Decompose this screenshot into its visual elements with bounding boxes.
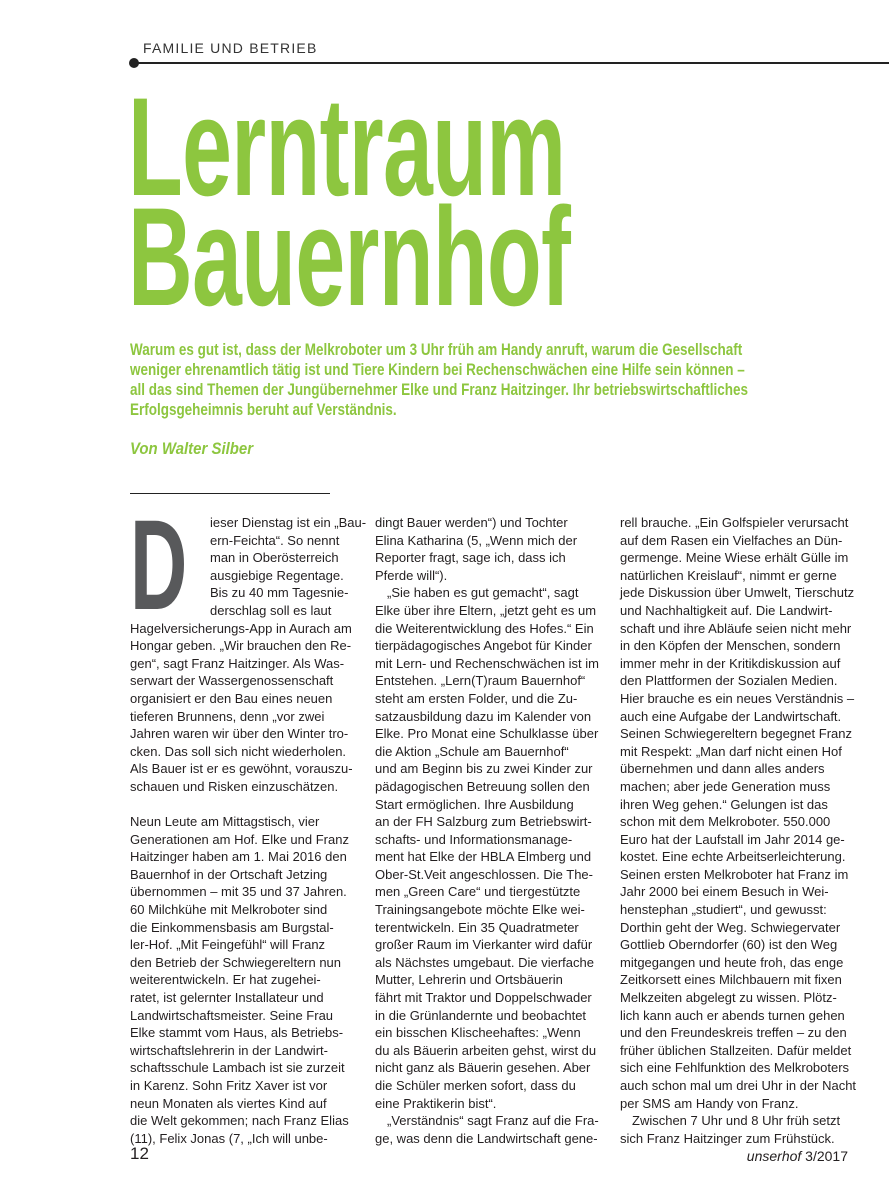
text-line: neun Monaten als viertes Kind auf — [130, 1095, 327, 1111]
text-line: Neun Leute am Mittagstisch, vier — [130, 814, 320, 830]
text-line: du als Bäuerin arbeiten gehst, wirst du — [375, 1042, 597, 1058]
text-line: übernommen – mit 35 und 37 Jahren. — [130, 884, 347, 900]
text-line: auch eine Aufgabe der Landwirtschaft. — [620, 708, 842, 724]
text-line: „Verständnis“ sagt Franz auf die Fra- — [387, 1113, 599, 1129]
text-line: mit Lern- und Rechenschwächen ist im — [375, 655, 599, 671]
text-line: tierpädagogisches Angebot für Kinder — [375, 638, 592, 654]
text-line: kostet. Eine echte Arbeitserleichterung. — [620, 849, 846, 865]
text-line: Jahr 2000 bei einem Besuch in Wei- — [620, 884, 829, 900]
text-line: mitgegangen und heute froh, das enge — [620, 954, 844, 970]
divider — [130, 493, 330, 494]
text-line: ratet, ist gelernter Installateur und — [130, 990, 324, 1006]
text-line: übernehmen und dann alles anders — [620, 761, 825, 777]
lead-line: Warum es gut ist, dass der Melkroboter um 3 Uhr früh am Handy anruft, warum die Gesellschaft — [130, 341, 743, 359]
paragraph — [620, 1112, 856, 1147]
text-line: Dorthin geht der Weg. Schwiegervater — [620, 919, 841, 935]
text-line: per SMS am Handy von Franz. — [620, 1095, 799, 1111]
text-line: man in Oberösterreich — [210, 550, 339, 566]
paragraph — [375, 1112, 611, 1147]
text-line: serwart der Wassergenossenschaft — [130, 673, 334, 689]
text-line: als Nächstes umgebaut. Die vierfache — [375, 954, 594, 970]
magazine-name: unserhof — [746, 1148, 802, 1164]
text-line: cken. Das soll sich nicht wiederholen. — [130, 743, 347, 759]
text-line: ern-Feichta“. So nennt — [210, 532, 340, 548]
text-line: Euro hat der Laufstall im Jahr 2014 ge- — [620, 831, 845, 847]
text-line: lich kann auch er abends turnen gehen — [620, 1007, 845, 1023]
text-line: Reporter fragt, sage ich, dass ich — [375, 550, 566, 566]
text-line: in die Grünlandernte und beobachtet — [375, 1007, 587, 1023]
text-line: Haitzinger haben am 1. Mai 2016 den — [130, 849, 347, 865]
text-line: steht am ersten Folder, und die Zu- — [375, 690, 578, 706]
text-line: Gottlieb Oberndorfer (60) ist den Weg — [620, 937, 838, 953]
text-line: Trainingsangebote möchte Elke wei- — [375, 902, 585, 918]
text-line: Melkzeiten abgelegt zu wissen. Plötz- — [620, 990, 837, 1006]
text-line: Zeitkorsett eines Milchbauern mit fixen — [620, 972, 842, 988]
text-line: Pferde will“). — [375, 567, 448, 583]
text-line: und den Freundeskreis treffen – zu den — [620, 1025, 847, 1041]
text-line: weiterentwickeln. Er hat zugehei- — [130, 972, 321, 988]
text-line: Bis zu 40 mm Tagesnie- — [210, 585, 349, 601]
text-line: auch schon mal um drei Uhr in der Nacht — [620, 1078, 857, 1093]
issue-number: 3/2017 — [805, 1148, 848, 1164]
text-line: Jahren waren wir über den Winter tro- — [130, 726, 349, 742]
article-lead — [130, 340, 845, 420]
text-line: Hagelversicherungs-App in Aurach am — [130, 620, 352, 636]
text-line: satzausbildung dazu im Kalender von — [375, 708, 592, 724]
text-line: ein bisschen Klischeehaftes: „Wenn — [375, 1025, 581, 1041]
text-line: ihren Weg gehen.“ Gelungen ist das — [620, 796, 828, 812]
text-line: sich Franz Haitzinger zum Frühstück. — [620, 1130, 835, 1146]
text-line: die Welt gekommen; nach Franz Elias — [130, 1113, 349, 1129]
text-line: natürlichen Kreislauf“, nimmt er gerne — [620, 567, 837, 583]
byline: Von Walter Silber — [130, 439, 254, 458]
text-line: Ober-St.Veit angeschlossen. Die The- — [375, 866, 593, 882]
text-line: machen; aber jede Generation muss — [620, 778, 831, 794]
text-line: „Sie haben es gut gemacht“, sagt — [387, 585, 579, 601]
text-line: Elke stammt vom Haus, als Betriebs- — [130, 1025, 344, 1041]
text-line: 60 Milchkühe mit Melkroboter sind — [130, 902, 328, 918]
text-line: großer Raum im Vierkanter wird dafür — [375, 937, 593, 953]
section-label: FAMILIE UND BETRIEB — [143, 40, 318, 56]
title-line-1: Lerntraum — [128, 68, 566, 225]
text-line: Entstehen. „Lern(T)raum Bauernhof“ — [375, 673, 586, 689]
text-line: men „Green Care“ und tiergestützte — [375, 884, 581, 900]
text-line: ieser Dienstag ist ein „Bau- — [210, 515, 367, 530]
text-line: in den Köpfen der Menschen, sondern — [620, 638, 841, 654]
text-line: dingt Bauer werden“) und Tochter — [375, 515, 568, 530]
text-line: nicht ganz als Bäuerin gesehen. Aber — [375, 1060, 591, 1076]
lead-line: weniger ehrenamtlich tätig ist und Tiere Kindern bei Rechenschwächen eine Hilfe sein können – — [130, 361, 745, 379]
text-line: Elina Katharina (5, „Wenn mich der — [375, 532, 578, 548]
text-line: ge, was denn die Landwirtschaft gene- — [375, 1130, 598, 1146]
text-line: wirtschaftslehrerin in der Landwirt- — [130, 1042, 328, 1058]
text-line: Landwirtschaftsmeister. Seine Frau — [130, 1007, 334, 1023]
header-rule — [134, 62, 889, 64]
text-line: schafts- und Informationsmanage- — [375, 831, 573, 847]
text-line: Generationen am Hof. Elke und Franz — [130, 831, 349, 847]
text-line: jede Diskussion über Umwelt, Tierschutz — [620, 585, 855, 601]
paragraph — [375, 584, 611, 1112]
text-line: schauen und Risken einzuschätzen. — [130, 778, 339, 794]
text-line: Seinen Schwiegereltern begegnet Franz — [620, 726, 852, 742]
text-line: Als Bauer ist er es gewöhnt, vorauszu- — [130, 761, 353, 777]
text-line: henstephan „studiert“, und gewusst: — [620, 902, 827, 918]
text-line: die Schüler merken sofort, dass du — [375, 1078, 576, 1093]
text-line: Seinen ersten Melkroboter hat Franz im — [620, 866, 849, 882]
lead-line: Erfolgsgeheimnis beruht auf Verständnis. — [130, 401, 397, 419]
paragraph — [620, 514, 856, 1112]
text-line: schaftsschule Lambach ist sie zurzeit — [130, 1060, 345, 1076]
text-line: Hongar geben. „Wir brauchen den Re- — [130, 638, 352, 654]
text-line: derschlag soll es laut — [210, 602, 332, 618]
text-line: gen“, sagt Franz Haitzinger. Als Was- — [130, 655, 345, 671]
magazine-issue — [747, 1148, 848, 1164]
body-column-1 — [130, 514, 366, 1147]
text-line: die Einkommensbasis am Burgstal- — [130, 919, 334, 935]
body-column-2 — [375, 514, 611, 1147]
text-line: rell brauche. „Ein Golfspieler verursacht — [620, 515, 849, 530]
text-line: fährt mit Traktor und Doppelschwader — [375, 990, 592, 1006]
text-line: mit Respekt: „Man darf nicht einen Hof — [620, 743, 842, 759]
text-line: germenge. Meine Wiese erhält Gülle im — [620, 550, 849, 566]
text-line: Hier brauche es ein neues Verständnis – — [620, 690, 855, 706]
lead-line: all das sind Themen der Jungübernehmer Elke und Franz Haitzinger. Ihr betriebswirtschaftliches — [130, 381, 749, 399]
text-line: und Nachhaltigkeit auf. Die Landwirt- — [620, 602, 833, 618]
text-line: organisiert er den Bau eines neuen — [130, 690, 333, 706]
text-line: Mutter, Lehrerin und Ortsbäuerin — [375, 972, 563, 988]
text-line: den Plattformen der Sozialen Medien. — [620, 673, 838, 689]
text-line: auf dem Rasen ein Vielfaches an Dün- — [620, 532, 843, 548]
text-line: Bauernhof in der Ortschaft Jetzing — [130, 866, 328, 882]
text-line: schaft und ihre Abläufe seien nicht mehr — [620, 620, 852, 636]
text-line: eine Praktikerin bist“. — [375, 1095, 497, 1111]
text-line: Start ermöglichen. Ihre Ausbildung — [375, 796, 574, 812]
text-line: Elke über ihre Eltern, „jetzt geht es um — [375, 602, 597, 618]
text-line: ment hat Elke der HBLA Elmberg und — [375, 849, 592, 865]
drop-cap — [130, 518, 202, 618]
paragraph — [130, 813, 366, 1147]
page-number: 12 — [130, 1144, 149, 1163]
text-line: tieferen Brunnens, denn „vor zwei — [130, 708, 325, 724]
text-line: pädagogischen Betreuung sollen den — [375, 778, 590, 794]
text-line: ler-Hof. „Mit Feingefühl“ will Franz — [130, 937, 326, 953]
text-line: schon mit dem Melkroboter. 550.000 — [620, 814, 831, 830]
title-line-2: Bauernhof — [128, 178, 571, 335]
body-column-3 — [620, 514, 856, 1147]
text-line: (11), Felix Jonas (7, „Ich will unbe- — [130, 1130, 328, 1146]
text-line: in Karenz. Sohn Fritz Xaver ist vor — [130, 1078, 328, 1093]
text-line: den Betrieb der Schwiegereltern nun — [130, 954, 342, 970]
text-line: früher üblichen Stallzeiten. Dafür meldet — [620, 1042, 852, 1058]
text-line: und am Beginn bis zu zwei Kinder zur — [375, 761, 593, 777]
text-line: an der FH Salzburg zum Betriebswirt- — [375, 814, 592, 830]
paragraph — [375, 514, 611, 584]
text-line: Elke. Pro Monat eine Schulklasse über — [375, 726, 599, 742]
drop-cap-letter: D — [130, 518, 188, 618]
text-line: immer mehr in der Kritikdiskussion auf — [620, 655, 841, 671]
text-line: die Aktion „Schule am Bauernhof“ — [375, 743, 569, 759]
text-line: sich eine Fehlfunktion des Melkroboters — [620, 1060, 850, 1076]
text-line: Zwischen 7 Uhr und 8 Uhr früh setzt — [632, 1113, 841, 1129]
text-line: ausgiebige Regentage. — [210, 567, 344, 583]
text-line: die Weiterentwicklung des Hofes.“ Ein — [375, 620, 594, 636]
text-line: terentwickeln. Ein 35 Quadratmeter — [375, 919, 579, 935]
